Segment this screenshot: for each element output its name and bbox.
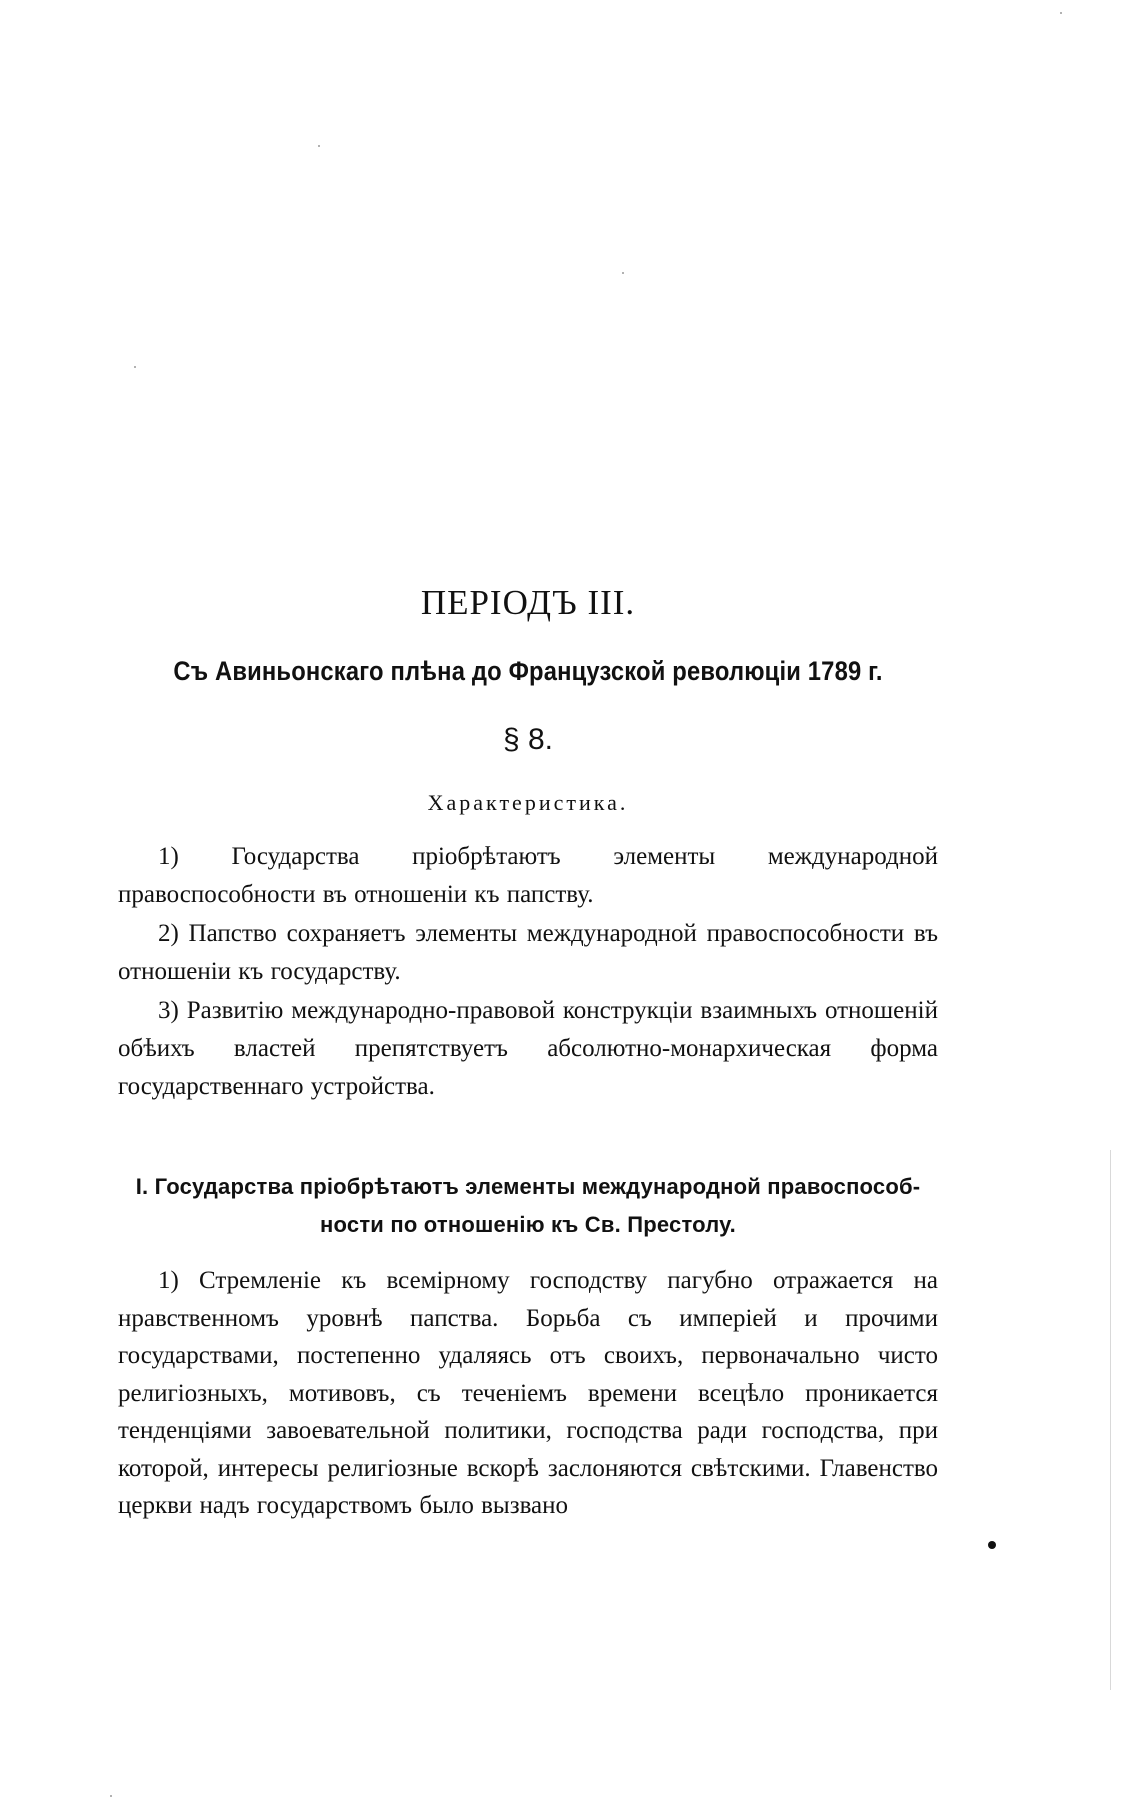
period-subtitle: Съ Авиньонскаго плѣна до Французской революціи 1789 г. bbox=[173, 656, 883, 686]
print-speck bbox=[622, 272, 624, 274]
characteristic-heading: Характеристика. bbox=[427, 790, 629, 815]
period-title: ПЕРІОДЪ III. bbox=[420, 583, 636, 622]
section-number: § 8. bbox=[502, 723, 554, 756]
section-heading bbox=[118, 1168, 938, 1244]
section-heading-line-2: ности по отношенію къ Св. Престолу. bbox=[320, 1212, 736, 1237]
thesis-3: 3) Развитію международно-правовой конструкціи взаимныхъ отношеній обѣихъ властей препятствуетъ абсолютно-монархическая форма государственнаго устройства. bbox=[118, 997, 938, 1100]
page-edge-line bbox=[1110, 1150, 1111, 1690]
body-paragraph: 1) Стремленіе къ всемірному господству пагубно отражается на нравственномъ уровнѣ папства. Борьба съ имперіей и прочими государствами, постепенно удаляясь отъ своихъ, первоначально чисто религіозныхъ, мотивовъ, съ теченіемъ времени всецѣло проникается тенденціями завоевательной политики, господства ради господства, при которой, интересы религіозные вскорѣ заслоняются свѣтскими. Главенство церкви надъ государствомъ было вызвано bbox=[118, 1267, 938, 1519]
print-speck bbox=[1060, 12, 1062, 14]
print-speck bbox=[318, 145, 320, 147]
thesis-1: 1) Государства пріобрѣтаютъ элементы международной правоспособности въ отношеніи къ папству. bbox=[118, 843, 938, 908]
print-speck bbox=[110, 1795, 112, 1797]
margin-dot-icon bbox=[988, 1541, 996, 1549]
thesis-2: 2) Папство сохраняетъ элементы международной правоспособности въ отношеніи къ государству. bbox=[118, 920, 938, 985]
print-speck bbox=[134, 366, 136, 368]
section-heading-line-1: I. Государства пріобрѣтаютъ элементы международной правоспособ- bbox=[135, 1174, 921, 1199]
